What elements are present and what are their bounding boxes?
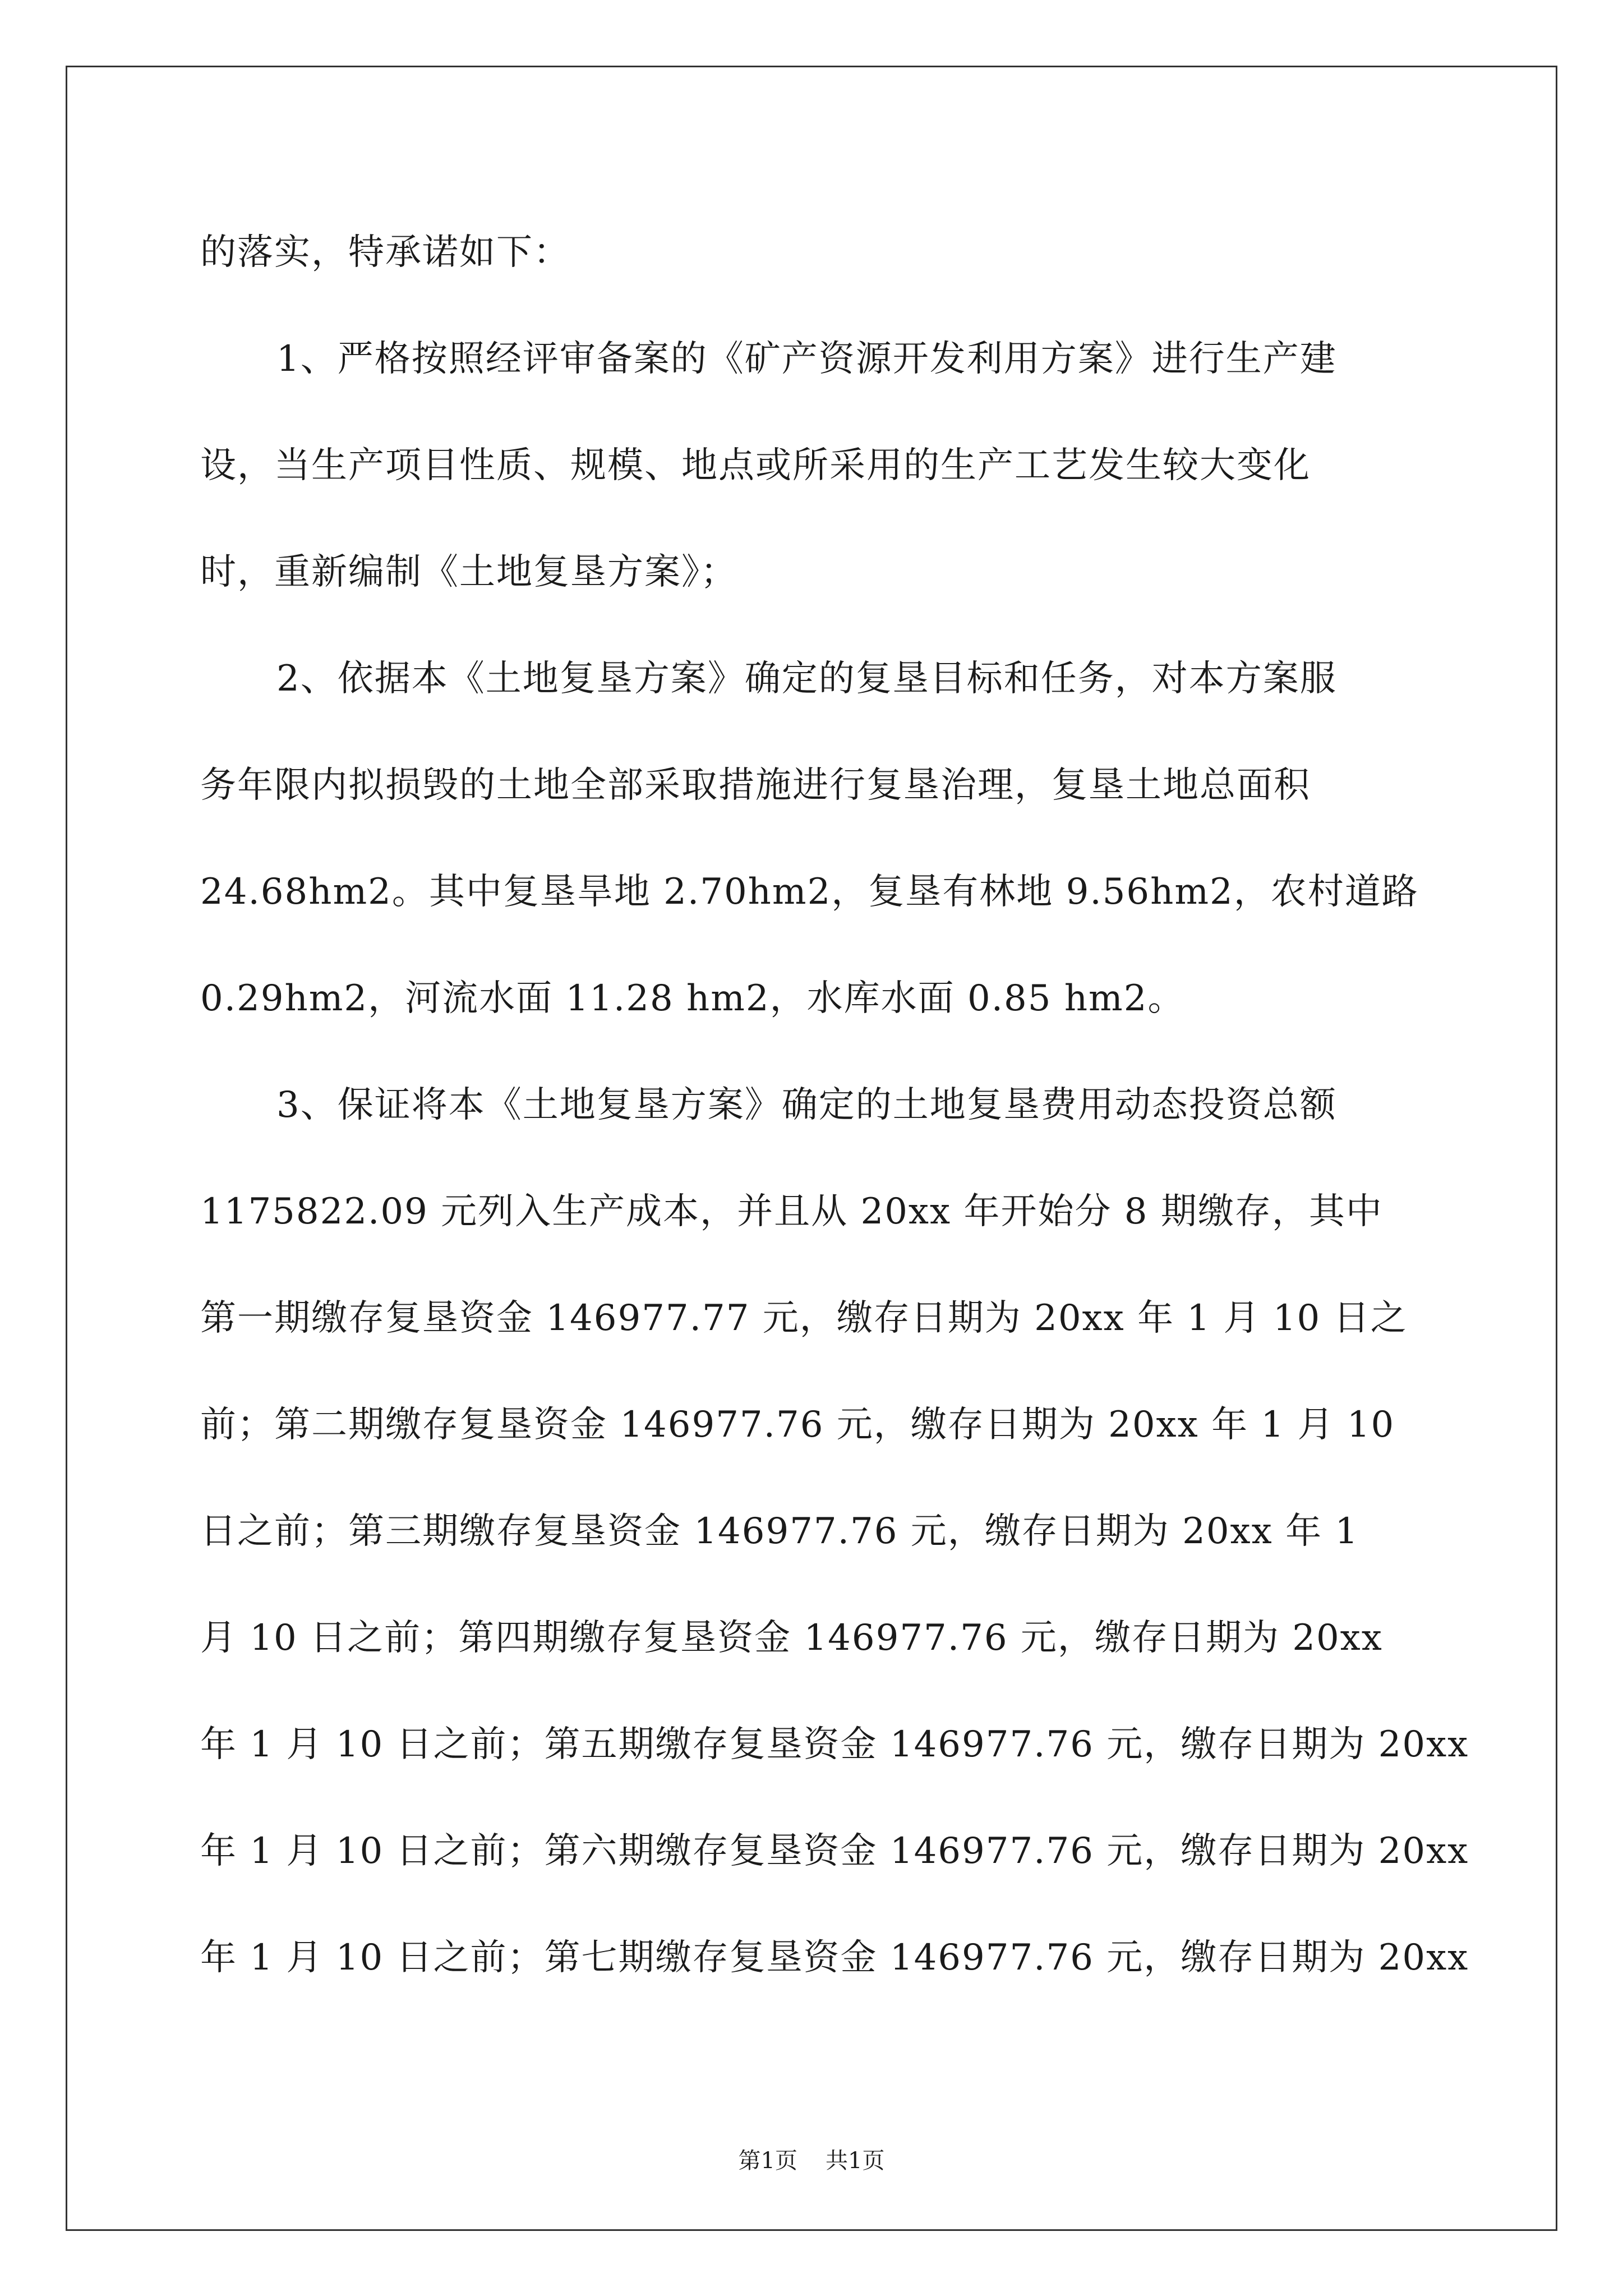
text-line-17: 年 1 月 10 日之前；第七期缴存复垦资金 146977.76 元，缴存日期为 20xx	[200, 1937, 1469, 1978]
page-number: 第1页	[738, 2148, 797, 2174]
text-line-2: 1、严格按照经评审备案的《矿产资源开发利用方案》进行生产建	[276, 338, 1337, 380]
text-line-15: 年 1 月 10 日之前；第五期缴存复垦资金 146977.76 元，缴存日期为 20xx	[200, 1724, 1469, 1765]
text-line-10: 1175822.09 元列入生产成本，并且从 20xx 年开始分 8 期缴存，其中	[200, 1191, 1383, 1232]
text-line-1: 的落实，特承诺如下：	[200, 232, 570, 273]
text-line-5: 2、依据本《土地复垦方案》确定的复垦目标和任务，对本方案服	[276, 658, 1337, 700]
text-line-8: 0.29hm2，河流水面 11.28 hm2，水库水面 0.85 hm2。	[200, 978, 1185, 1019]
text-line-12: 前；第二期缴存复垦资金 146977.76 元，缴存日期为 20xx 年 1 月 10	[200, 1404, 1395, 1446]
text-line-11: 第一期缴存复垦资金 146977.77 元，缴存日期为 20xx 年 1 月 10 日之	[200, 1297, 1408, 1339]
text-line-4: 时，重新编制《土地复垦方案》；	[200, 551, 737, 593]
page-total: 共1页	[826, 2148, 885, 2174]
text-line-6: 务年限内拟损毁的土地全部采取措施进行复垦治理，复垦土地总面积	[200, 765, 1311, 806]
text-line-9: 3、保证将本《土地复垦方案》确定的土地复垦费用动态投资总额	[276, 1084, 1337, 1126]
document-body	[200, 219, 1469, 2031]
text-line-13: 日之前；第三期缴存复垦资金 146977.76 元，缴存日期为 20xx 年 1	[200, 1511, 1359, 1552]
text-line-3: 设，当生产项目性质、规模、地点或所采用的生产工艺发生较大变化	[200, 445, 1311, 486]
text-line-16: 年 1 月 10 日之前；第六期缴存复垦资金 146977.76 元，缴存日期为 20xx	[200, 1830, 1469, 1872]
text-line-14: 月 10 日之前；第四期缴存复垦资金 146977.76 元，缴存日期为 20xx	[200, 1617, 1383, 1659]
text-line-7: 24.68hm2。其中复垦旱地 2.70hm2，复垦有林地 9.56hm2，农村道路	[200, 871, 1419, 913]
page-footer	[0, 2144, 1623, 2178]
